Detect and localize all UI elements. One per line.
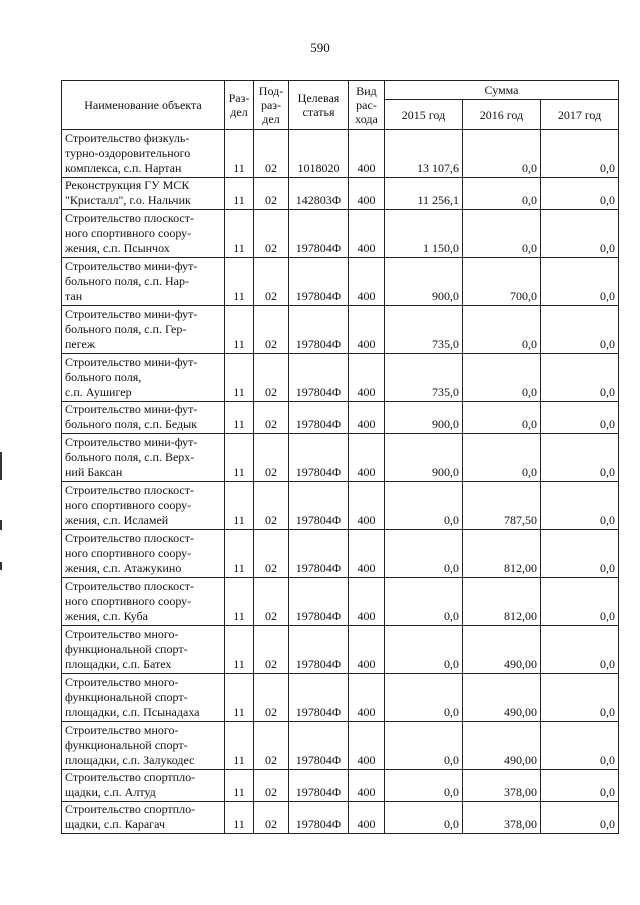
- cell-2015: 0,0: [385, 530, 463, 578]
- cell-podrazdel: 02: [254, 258, 289, 306]
- cell-target: 197804Ф: [289, 402, 349, 434]
- cell-name: Строительство много- функциональной спорт- площадки, с.п. Залукодес: [62, 722, 225, 770]
- cell-2016: 787,50: [463, 482, 541, 530]
- cell-2017: 0,0: [541, 210, 619, 258]
- cell-razdel: 11: [225, 130, 254, 178]
- col-header-2015: 2015 год: [385, 100, 463, 130]
- cell-name: Строительство мини-фут- больного поля, с.п. Нар- тан: [62, 258, 225, 306]
- cell-target: 197804Ф: [289, 306, 349, 354]
- cell-2015: 0,0: [385, 722, 463, 770]
- col-header-2016: 2016 год: [463, 100, 541, 130]
- cell-podrazdel: 02: [254, 626, 289, 674]
- cell-2016: 0,0: [463, 434, 541, 482]
- cell-name: Строительство мини-фут- больного поля, с.п. Бедык: [62, 402, 225, 434]
- cell-2015: 0,0: [385, 674, 463, 722]
- cell-2017: 0,0: [541, 770, 619, 802]
- cell-name: Строительство плоскост- ного спортивного соору- жения, с.п. Псынчох: [62, 210, 225, 258]
- cell-2015: 735,0: [385, 306, 463, 354]
- col-header-2017: 2017 год: [541, 100, 619, 130]
- cell-target: 197804Ф: [289, 578, 349, 626]
- scan-edge-mark: [0, 452, 2, 480]
- cell-name: Строительство спортпло- щадки, с.п. Карагач: [62, 802, 225, 834]
- cell-podrazdel: 02: [254, 530, 289, 578]
- table-row: [62, 402, 619, 434]
- cell-razdel: 11: [225, 802, 254, 834]
- page-number: 590: [310, 40, 330, 55]
- cell-razdel: 11: [225, 482, 254, 530]
- cell-podrazdel: 02: [254, 674, 289, 722]
- table-row: [62, 482, 619, 530]
- cell-2015: 900,0: [385, 258, 463, 306]
- cell-2016: 0,0: [463, 178, 541, 210]
- cell-2017: 0,0: [541, 354, 619, 402]
- cell-2017: 0,0: [541, 130, 619, 178]
- cell-target: 197804Ф: [289, 802, 349, 834]
- cell-2015: 900,0: [385, 402, 463, 434]
- cell-podrazdel: 02: [254, 722, 289, 770]
- cell-podrazdel: 02: [254, 802, 289, 834]
- cell-razdel: 11: [225, 770, 254, 802]
- cell-vid: 400: [349, 802, 385, 834]
- cell-2015: 11 256,1: [385, 178, 463, 210]
- cell-podrazdel: 02: [254, 354, 289, 402]
- table-row: [62, 306, 619, 354]
- cell-target: 197804Ф: [289, 674, 349, 722]
- cell-2015: 0,0: [385, 578, 463, 626]
- cell-vid: 400: [349, 530, 385, 578]
- cell-2017: 0,0: [541, 802, 619, 834]
- cell-razdel: 11: [225, 578, 254, 626]
- cell-2016: 490,00: [463, 674, 541, 722]
- table-row: [62, 578, 619, 626]
- cell-name: Строительство плоскост- ного спортивного соору- жения, с.п. Атажукино: [62, 530, 225, 578]
- col-header-name: Наименование объекта: [62, 81, 225, 130]
- cell-razdel: 11: [225, 722, 254, 770]
- cell-razdel: 11: [225, 210, 254, 258]
- cell-2015: 0,0: [385, 482, 463, 530]
- cell-vid: 400: [349, 722, 385, 770]
- cell-vid: 400: [349, 402, 385, 434]
- cell-2017: 0,0: [541, 434, 619, 482]
- cell-podrazdel: 02: [254, 306, 289, 354]
- col-header-target: Целевая статья: [289, 81, 349, 130]
- cell-target: 197804Ф: [289, 210, 349, 258]
- table-row: [62, 178, 619, 210]
- col-header-podrazdel: Под- раз- дел: [254, 81, 289, 130]
- cell-2017: 0,0: [541, 306, 619, 354]
- cell-name: Строительство спортпло- щадки, с.п. Алтуд: [62, 770, 225, 802]
- cell-2016: 0,0: [463, 354, 541, 402]
- cell-target: 197804Ф: [289, 258, 349, 306]
- cell-podrazdel: 02: [254, 178, 289, 210]
- cell-2015: 0,0: [385, 802, 463, 834]
- cell-2015: 900,0: [385, 434, 463, 482]
- cell-target: 142803Ф: [289, 178, 349, 210]
- cell-podrazdel: 02: [254, 210, 289, 258]
- cell-vid: 400: [349, 210, 385, 258]
- cell-name: Строительство плоскост- ного спортивного соору- жения, с.п. Куба: [62, 578, 225, 626]
- cell-name: Строительство плоскост- ного спортивного соору- жения, с.п. Исламей: [62, 482, 225, 530]
- cell-vid: 400: [349, 578, 385, 626]
- cell-razdel: 11: [225, 434, 254, 482]
- cell-2016: 378,00: [463, 770, 541, 802]
- cell-razdel: 11: [225, 530, 254, 578]
- table-row: [62, 530, 619, 578]
- cell-2016: 812,00: [463, 530, 541, 578]
- col-header-vid: Вид рас- хода: [349, 81, 385, 130]
- scan-edge-mark: [0, 520, 2, 530]
- cell-podrazdel: 02: [254, 402, 289, 434]
- cell-target: 197804Ф: [289, 530, 349, 578]
- cell-2017: 0,0: [541, 402, 619, 434]
- cell-2017: 0,0: [541, 626, 619, 674]
- cell-razdel: 11: [225, 626, 254, 674]
- cell-target: 1018020: [289, 130, 349, 178]
- cell-2017: 0,0: [541, 482, 619, 530]
- cell-2016: 0,0: [463, 402, 541, 434]
- table-row: [62, 770, 619, 802]
- cell-2016: 0,0: [463, 306, 541, 354]
- cell-name: Строительство мини-фут- больного поля, с.п. Верх- ний Баксан: [62, 434, 225, 482]
- cell-2017: 0,0: [541, 722, 619, 770]
- cell-2017: 0,0: [541, 178, 619, 210]
- cell-podrazdel: 02: [254, 434, 289, 482]
- table-row: [62, 210, 619, 258]
- cell-razdel: 11: [225, 178, 254, 210]
- cell-vid: 400: [349, 178, 385, 210]
- budget-table: [61, 80, 619, 834]
- table-row: [62, 802, 619, 834]
- cell-2016: 490,00: [463, 626, 541, 674]
- cell-vid: 400: [349, 626, 385, 674]
- cell-name: Строительство физкуль- турно-оздоровительного комплекса, с.п. Нартан: [62, 130, 225, 178]
- table-row: [62, 258, 619, 306]
- table-row: [62, 130, 619, 178]
- cell-podrazdel: 02: [254, 130, 289, 178]
- cell-2017: 0,0: [541, 578, 619, 626]
- cell-target: 197804Ф: [289, 354, 349, 402]
- cell-target: 197804Ф: [289, 626, 349, 674]
- cell-razdel: 11: [225, 258, 254, 306]
- cell-razdel: 11: [225, 674, 254, 722]
- cell-2017: 0,0: [541, 258, 619, 306]
- cell-2016: 700,0: [463, 258, 541, 306]
- cell-razdel: 11: [225, 354, 254, 402]
- cell-2016: 378,00: [463, 802, 541, 834]
- col-header-sum: Сумма: [385, 81, 619, 100]
- cell-name: Строительство мини-фут- больного поля, с.п. Аушигер: [62, 354, 225, 402]
- table-row: [62, 434, 619, 482]
- cell-2015: 1 150,0: [385, 210, 463, 258]
- cell-vid: 400: [349, 434, 385, 482]
- cell-vid: 400: [349, 770, 385, 802]
- cell-target: 197804Ф: [289, 770, 349, 802]
- scan-edge-mark: [0, 562, 2, 570]
- cell-target: 197804Ф: [289, 434, 349, 482]
- cell-2015: 0,0: [385, 770, 463, 802]
- cell-vid: 400: [349, 674, 385, 722]
- cell-2016: 0,0: [463, 210, 541, 258]
- cell-2015: 735,0: [385, 354, 463, 402]
- table-row: [62, 674, 619, 722]
- cell-podrazdel: 02: [254, 770, 289, 802]
- cell-name: Строительство мини-фут- больного поля, с.п. Гер- пегеж: [62, 306, 225, 354]
- cell-vid: 400: [349, 354, 385, 402]
- cell-2016: 812,00: [463, 578, 541, 626]
- col-header-razdel: Раз- дел: [225, 81, 254, 130]
- cell-2016: 490,00: [463, 722, 541, 770]
- cell-vid: 400: [349, 482, 385, 530]
- cell-vid: 400: [349, 130, 385, 178]
- cell-podrazdel: 02: [254, 482, 289, 530]
- table-row: [62, 626, 619, 674]
- cell-name: Реконструкция ГУ МСК "Кристалл", г.о. Нальчик: [62, 178, 225, 210]
- cell-target: 197804Ф: [289, 482, 349, 530]
- cell-2015: 13 107,6: [385, 130, 463, 178]
- table-row: [62, 722, 619, 770]
- cell-2016: 0,0: [463, 130, 541, 178]
- cell-name: Строительство много- функциональной спорт- площадки, с.п. Батех: [62, 626, 225, 674]
- cell-2015: 0,0: [385, 626, 463, 674]
- cell-2017: 0,0: [541, 530, 619, 578]
- cell-razdel: 11: [225, 402, 254, 434]
- cell-vid: 400: [349, 306, 385, 354]
- cell-vid: 400: [349, 258, 385, 306]
- cell-razdel: 11: [225, 306, 254, 354]
- cell-podrazdel: 02: [254, 578, 289, 626]
- cell-target: 197804Ф: [289, 722, 349, 770]
- table-row: [62, 354, 619, 402]
- cell-name: Строительство много- функциональной спорт- площадки, с.п. Псынадаха: [62, 674, 225, 722]
- cell-2017: 0,0: [541, 674, 619, 722]
